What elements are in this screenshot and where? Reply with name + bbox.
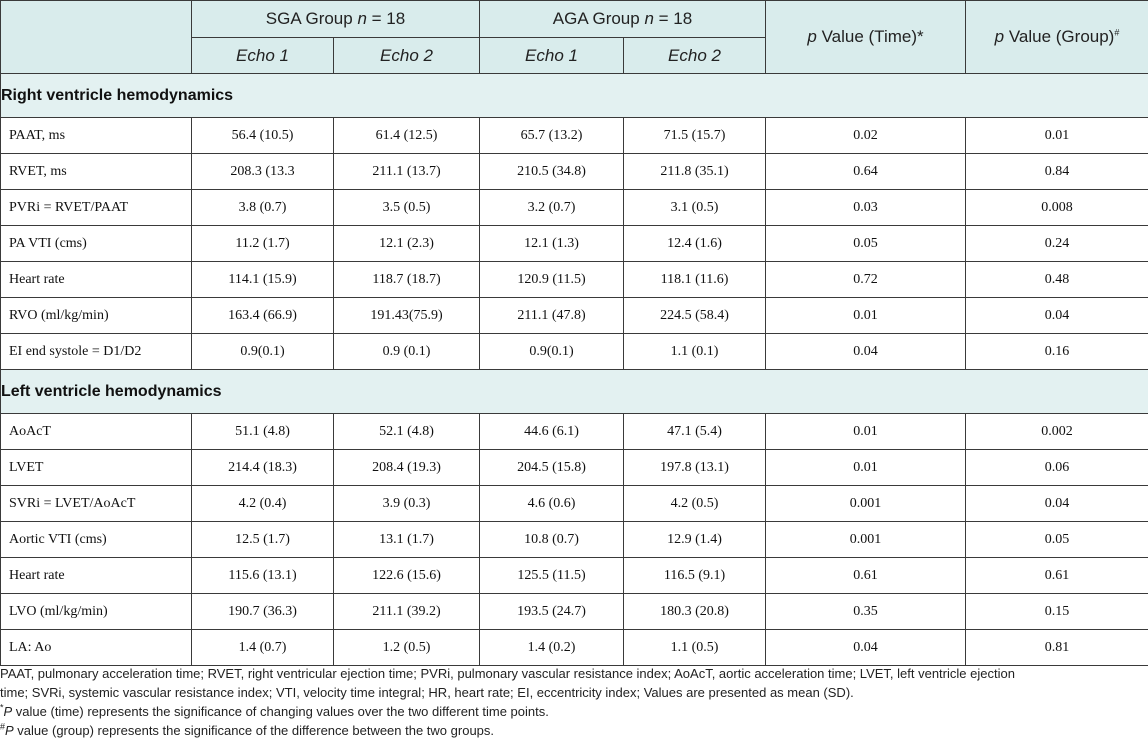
cell-ptime: 0.01 [766,298,966,334]
table-row [1,226,1148,262]
table-row [1,486,1148,522]
header-sga-echo2: Echo 2 [334,38,480,74]
table-header [1,1,1148,74]
p-group-label: Value (Group) [1004,27,1115,46]
cell-ptime: 0.04 [766,630,966,666]
cell-sga2: 191.43(75.9) [334,298,480,334]
row-label: RVO (ml/kg/min) [1,298,192,334]
header-p-time [766,1,966,74]
row-label: LVO (ml/kg/min) [1,594,192,630]
p-group-footnote-mark: # [1114,27,1120,38]
cell-aga2: 4.2 (0.5) [624,486,766,522]
cell-aga1: 10.8 (0.7) [480,522,624,558]
cell-aga1: 210.5 (34.8) [480,154,624,190]
group-p-symbol: P [5,723,14,738]
cell-aga2: 3.1 (0.5) [624,190,766,226]
p-time-label: Value (Time)* [816,27,924,46]
cell-pgroup: 0.06 [966,450,1148,486]
cell-pgroup: 0.48 [966,262,1148,298]
table-row [1,450,1148,486]
section-row [1,370,1148,414]
row-label: EI end systole = D1/D2 [1,334,192,370]
cell-sga1: 115.6 (13.1) [192,558,334,594]
n-symbol: n [357,9,367,28]
p-symbol: p [994,27,1005,46]
row-label: PA VTI (cms) [1,226,192,262]
cell-aga2: 71.5 (15.7) [624,118,766,154]
sga-n-value: = 18 [366,9,406,28]
row-label: PVRi = RVET/PAAT [1,190,192,226]
cell-sga1: 214.4 (18.3) [192,450,334,486]
cell-pgroup: 0.24 [966,226,1148,262]
cell-sga1: 12.5 (1.7) [192,522,334,558]
header-p-group [966,1,1148,74]
cell-aga2: 12.4 (1.6) [624,226,766,262]
header-aga-echo2: Echo 2 [624,38,766,74]
cell-sga1: 51.1 (4.8) [192,414,334,450]
cell-sga2: 1.2 (0.5) [334,630,480,666]
cell-pgroup: 0.008 [966,190,1148,226]
cell-aga2: 1.1 (0.1) [624,334,766,370]
table-row [1,334,1148,370]
table-row [1,190,1148,226]
cell-sga2: 118.7 (18.7) [334,262,480,298]
cell-sga2: 3.5 (0.5) [334,190,480,226]
cell-pgroup: 0.04 [966,486,1148,522]
section-title: Right ventricle hemodynamics [1,74,1148,118]
cell-pgroup: 0.04 [966,298,1148,334]
cell-aga1: 211.1 (47.8) [480,298,624,334]
table-row [1,154,1148,190]
table-row [1,414,1148,450]
group-footnote-mark: # [0,721,6,732]
table-row [1,558,1148,594]
aga-group-label: AGA Group [552,9,645,28]
section-row [1,74,1148,118]
cell-sga1: 114.1 (15.9) [192,262,334,298]
cell-pgroup: 0.61 [966,558,1148,594]
table-row [1,522,1148,558]
n-symbol: n [644,9,654,28]
cell-ptime: 0.001 [766,522,966,558]
cell-sga2: 52.1 (4.8) [334,414,480,450]
row-label: AoAcT [1,414,192,450]
cell-aga2: 116.5 (9.1) [624,558,766,594]
cell-sga2: 3.9 (0.3) [334,486,480,522]
row-label: RVET, ms [1,154,192,190]
cell-sga1: 1.4 (0.7) [192,630,334,666]
table-row [1,298,1148,334]
header-sga-echo1: Echo 1 [192,38,334,74]
cell-ptime: 0.01 [766,414,966,450]
table-row [1,594,1148,630]
cell-pgroup: 0.002 [966,414,1148,450]
footnotes [0,664,1148,740]
cell-sga2: 208.4 (19.3) [334,450,480,486]
cell-aga2: 211.8 (35.1) [624,154,766,190]
cell-ptime: 0.05 [766,226,966,262]
cell-ptime: 0.72 [766,262,966,298]
footnote-time [0,702,1148,721]
cell-aga1: 120.9 (11.5) [480,262,624,298]
footnote-group [0,721,1148,740]
time-footnote-text: value (time) represents the significance of changing values over the two different time points. [12,704,549,719]
cell-aga2: 47.1 (5.4) [624,414,766,450]
cell-aga1: 0.9(0.1) [480,334,624,370]
cell-sga1: 3.8 (0.7) [192,190,334,226]
cell-pgroup: 0.15 [966,594,1148,630]
cell-ptime: 0.35 [766,594,966,630]
cell-ptime: 0.01 [766,450,966,486]
cell-sga2: 211.1 (39.2) [334,594,480,630]
cell-sga1: 4.2 (0.4) [192,486,334,522]
cell-aga2: 224.5 (58.4) [624,298,766,334]
table-body [1,74,1148,666]
cell-ptime: 0.04 [766,334,966,370]
abbreviations-line-2: time; SVRi, systemic vascular resistance index; VTI, velocity time integral; HR, heart rate; EI, eccentricity index; Values are presented as mean (SD). [0,685,854,700]
cell-ptime: 0.61 [766,558,966,594]
cell-sga2: 12.1 (2.3) [334,226,480,262]
cell-sga1: 163.4 (66.9) [192,298,334,334]
cell-aga1: 4.6 (0.6) [480,486,624,522]
row-label: Heart rate [1,558,192,594]
table-row [1,262,1148,298]
cell-sga1: 0.9(0.1) [192,334,334,370]
cell-aga2: 118.1 (11.6) [624,262,766,298]
row-label: SVRi = LVET/AoAcT [1,486,192,522]
section-title: Left ventricle hemodynamics [1,370,1148,414]
cell-sga2: 13.1 (1.7) [334,522,480,558]
abbreviations-line-1: PAAT, pulmonary acceleration time; RVET, right ventricular ejection time; PVRi, pulmonary vascular resistance index; AoAcT, aortic acceleration time; LVET, left ventricle ejection [0,666,1015,681]
table-row [1,630,1148,666]
cell-aga2: 180.3 (20.8) [624,594,766,630]
cell-sga1: 208.3 (13.3 [192,154,334,190]
p-symbol: p [807,27,817,46]
cell-aga1: 125.5 (11.5) [480,558,624,594]
cell-aga2: 197.8 (13.1) [624,450,766,486]
cell-sga2: 211.1 (13.7) [334,154,480,190]
cell-sga1: 190.7 (36.3) [192,594,334,630]
group-footnote-text: value (group) represents the significance of the difference between the two groups. [13,723,495,738]
cell-ptime: 0.03 [766,190,966,226]
header-blank-cell [1,1,192,74]
cell-sga1: 11.2 (1.7) [192,226,334,262]
cell-aga1: 3.2 (0.7) [480,190,624,226]
cell-pgroup: 0.16 [966,334,1148,370]
time-footnote-mark: * [0,702,4,713]
cell-sga1: 56.4 (10.5) [192,118,334,154]
header-sga-group [192,1,480,38]
row-label: LA: Ao [1,630,192,666]
cell-ptime: 0.02 [766,118,966,154]
cell-aga1: 193.5 (24.7) [480,594,624,630]
cell-aga1: 12.1 (1.3) [480,226,624,262]
row-label: PAAT, ms [1,118,192,154]
cell-sga2: 0.9 (0.1) [334,334,480,370]
table-row [1,118,1148,154]
cell-pgroup: 0.01 [966,118,1148,154]
cell-aga1: 65.7 (13.2) [480,118,624,154]
cell-ptime: 0.64 [766,154,966,190]
cell-sga2: 122.6 (15.6) [334,558,480,594]
header-aga-group [480,1,766,38]
cell-ptime: 0.001 [766,486,966,522]
cell-aga2: 12.9 (1.4) [624,522,766,558]
sga-group-label: SGA Group [265,9,358,28]
cell-pgroup: 0.84 [966,154,1148,190]
cell-pgroup: 0.05 [966,522,1148,558]
time-p-symbol: P [3,704,13,719]
row-label: Aortic VTI (cms) [1,522,192,558]
row-label: LVET [1,450,192,486]
header-aga-echo1: Echo 1 [480,38,624,74]
cell-pgroup: 0.81 [966,630,1148,666]
aga-n-value: = 18 [653,9,693,28]
row-label: Heart rate [1,262,192,298]
cell-aga1: 1.4 (0.2) [480,630,624,666]
cell-aga1: 204.5 (15.8) [480,450,624,486]
cell-sga2: 61.4 (12.5) [334,118,480,154]
cell-aga2: 1.1 (0.5) [624,630,766,666]
cell-aga1: 44.6 (6.1) [480,414,624,450]
